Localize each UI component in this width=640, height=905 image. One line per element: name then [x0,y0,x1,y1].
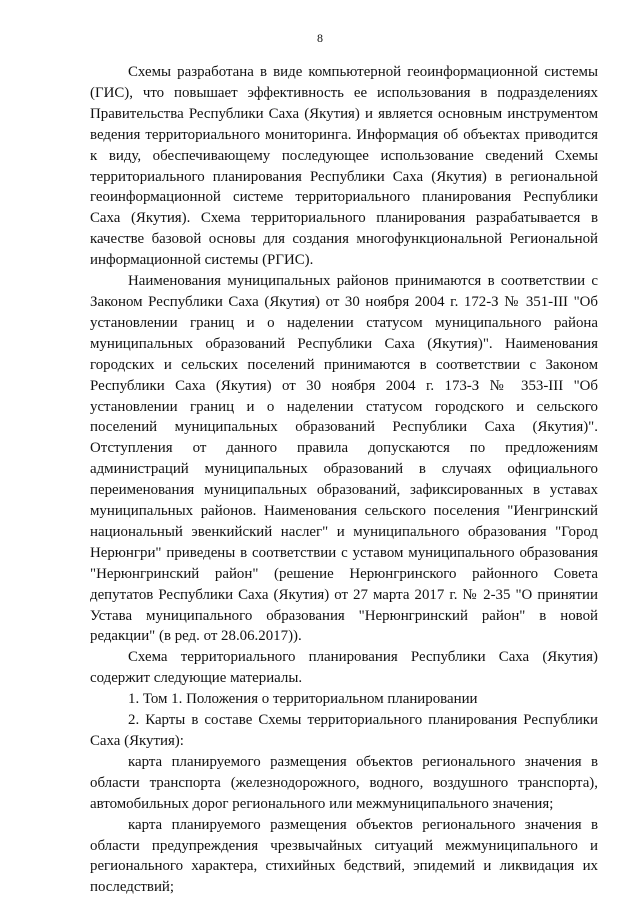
page-number: 8 [317,31,323,45]
list-item-maps: 2. Карты в составе Схемы территориального планирования Республики Саха (Якутия): [90,712,598,749]
list-item-volume-1: 1. Том 1. Положения о территориальном планировании [128,691,478,708]
list-item-transport-map: карта планируемого размещения объектов регионального значения в области транспорта (железнодорожного, водного, воздушного транспорта), автомобильных дорог регионального или межмуниципального значения; [90,753,598,812]
paragraph-contents-intro: Схема территориального планирования Республики Саха (Якутия) содержит следующие материалы. [90,649,598,687]
document-body [90,62,598,898]
paragraph-naming-rules: Наименования муниципальных районов принимаются в соответствии с Законом Республики Саха (Якутия) от 30 ноября 2004 г. 172-З № 351-III "Об установлении границ и о наделении статусом муниципального района муниципальных образований Республики Саха (Якутия)". Наименования городских и сельских поселений принимаются в соответствии с Законом Республики Саха (Якутия) от 30 ноября 2004 г. 173-З № 353-III "Об установлении границ и о наделении статусом городского и сельского поселений муниципальных образований Республики Саха (Якутия)". Отступления от данного правила допускаются по предложениям администраций муниципальных образований в случаях официального переименования муниципальных образований, зафиксированных в уставах муниципальных районов. Наименования сельского поселения "Иенгринский национальный эвенкийский наслег" и муниципального образования "Город Нерюнгри" приведены в соответствии с уставом муниципального образования "Нерюнгринский район" (решение Нерюнгринского районного Совета депутатов Республики Саха (Якутия) от 27 марта 2017 г. № 2-35 "О принятии Устава муниципального образования "Нерюнгринский район" в новой редакции" (в ред. от 28.06.2017)). [90,273,598,645]
list-item-emergency-map: карта планируемого размещения объектов регионального значения в области предупреждения чрезвычайных ситуаций межмуниципального и регионального характера, стихийных бедствий, эпидемий и ликвидация их последствий; [90,816,598,896]
paragraph-gis: Схемы разработана в виде компьютерной геоинформационной системы (ГИС), что повышает эффективность ее использования в подразделениях Правительства Республики Саха (Якутия) и является основным инструментом ведения территориального мониторинга. Информация об объектах приводится к виду, обеспечивающему последующее использование сведений Схемы территориального планирования Республики Саха (Якутия) в региональной геоинформационной системе территориального планирования Республики Саха (Якутия). Схема территориального планирования разрабатывается в качестве базовой основы для создания многофункциональной Региональной информационной системы (РГИС). [90,64,598,269]
